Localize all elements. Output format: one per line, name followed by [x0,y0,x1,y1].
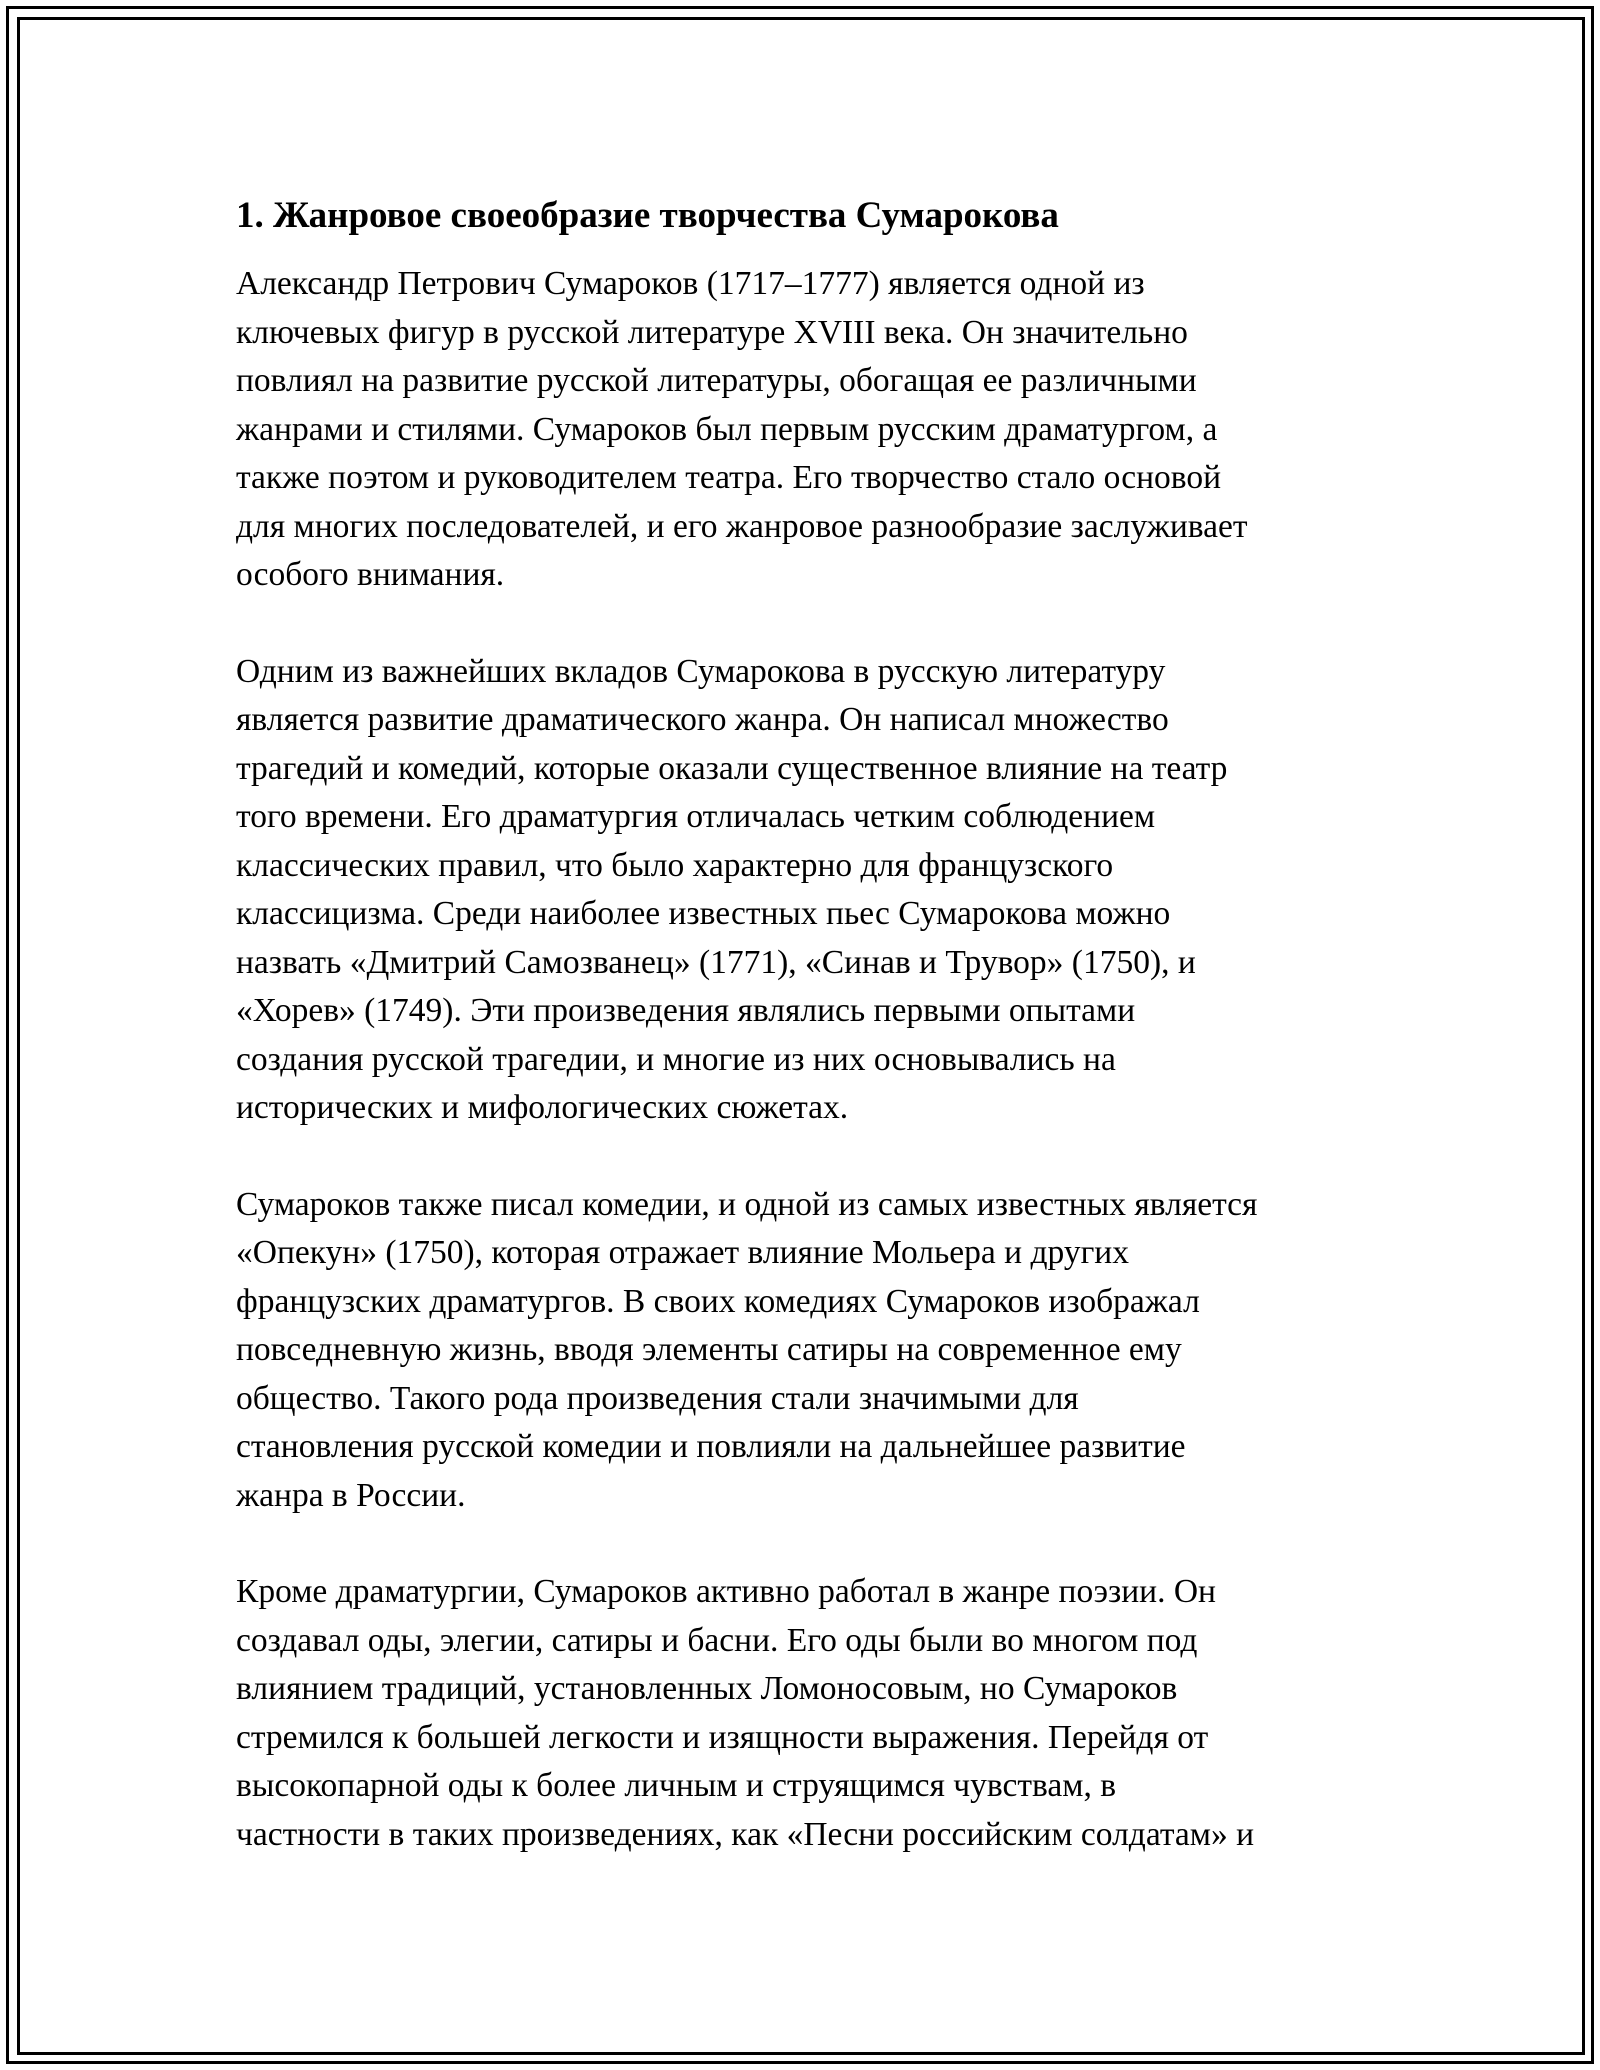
paragraph-line: высокопарной оды к более личным и струящимся чувствам, в [236,1767,1117,1804]
paragraph-line: жанрами и стилями. Сумароков был первым русским драматургом, а [236,410,1218,448]
paragraph-line: жанра в России. [236,1476,466,1514]
paragraph [236,1568,1366,1859]
paragraph-line: Кроме драматургии, Сумароков активно работал в жанре поэзии. Он [236,1573,1216,1610]
paragraph-line: исторических и мифологических сюжетах. [236,1089,849,1126]
paragraph-line: повседневную жизнь, вводя элементы сатиры на современное ему [236,1331,1182,1368]
paragraph-line: общество. Такого рода произведения стали значимыми для [236,1379,1079,1417]
paragraph-line: частности в таких произведениях, как «Песни российским солдатам» и [236,1815,1255,1853]
paragraph-line: французских драматургов. В своих комедиях Сумароков изображал [236,1282,1200,1320]
document-body [236,190,1366,1859]
paragraph-line: классических правил, что было характерно для французского [236,846,1114,884]
paragraph-line: Сумароков также писал комедии, и одной из самых известных является [236,1185,1258,1223]
paragraph-line: создания русской трагедии, и многие из них основывались на [236,1040,1116,1078]
paragraph-line: классицизма. Среди наиболее известных пьес Сумарокова можно [236,895,1171,932]
paragraph [236,648,1366,1133]
paragraph-line: «Хорев» (1749). Эти произведения являлись первыми опытами [236,992,1136,1029]
paragraph-line: повлиял на развитие русской литературы, обогащая ее различными [236,362,1197,399]
paragraph [236,1181,1366,1521]
paragraph-line: Александр Петрович Сумароков (1717–1777) является одной из [236,265,1145,302]
paragraph-line: назвать «Дмитрий Самозванец» (1771), «Синав и Трувор» (1750), и [236,943,1196,981]
paragraph-line: Одним из важнейших вкладов Сумарокова в русскую литературу [236,652,1166,690]
section-heading: 1. Жанровое своеобразие творчества Сумарокова [236,195,1059,236]
paragraph-line: является развитие драматического жанра. Он написал множество [236,701,1169,738]
paragraph-line: особого внимания. [236,556,505,593]
paragraph-line: «Опекун» (1750), которая отражает влияние Мольера и других [236,1234,1129,1271]
paragraph-line: ключевых фигур в русской литературе XVIII века. Он значительно [236,313,1188,351]
paragraph-line: создавал оды, элегии, сатиры и басни. Его оды были во многом под [236,1621,1198,1659]
paragraph [236,260,1366,600]
paragraph-line: влиянием традиций, установленных Ломоносовым, но Сумароков [236,1670,1178,1707]
paragraph-line: трагедий и комедий, которые оказали существенное влияние на театр [236,749,1228,787]
paragraph-line: становления русской комедии и повлияли на дальнейшее развитие [236,1428,1186,1465]
paragraphs-container [236,260,1366,1859]
paragraph-line: стремился к большей легкости и изящности выражения. Перейдя от [236,1718,1209,1756]
paragraph-line: также поэтом и руководителем театра. Его творчество стало основой [236,459,1222,496]
paragraph-line: того времени. Его драматургия отличалась четким соблюдением [236,798,1156,835]
paragraph-line: для многих последователей, и его жанровое разнообразие заслуживает [236,507,1248,545]
